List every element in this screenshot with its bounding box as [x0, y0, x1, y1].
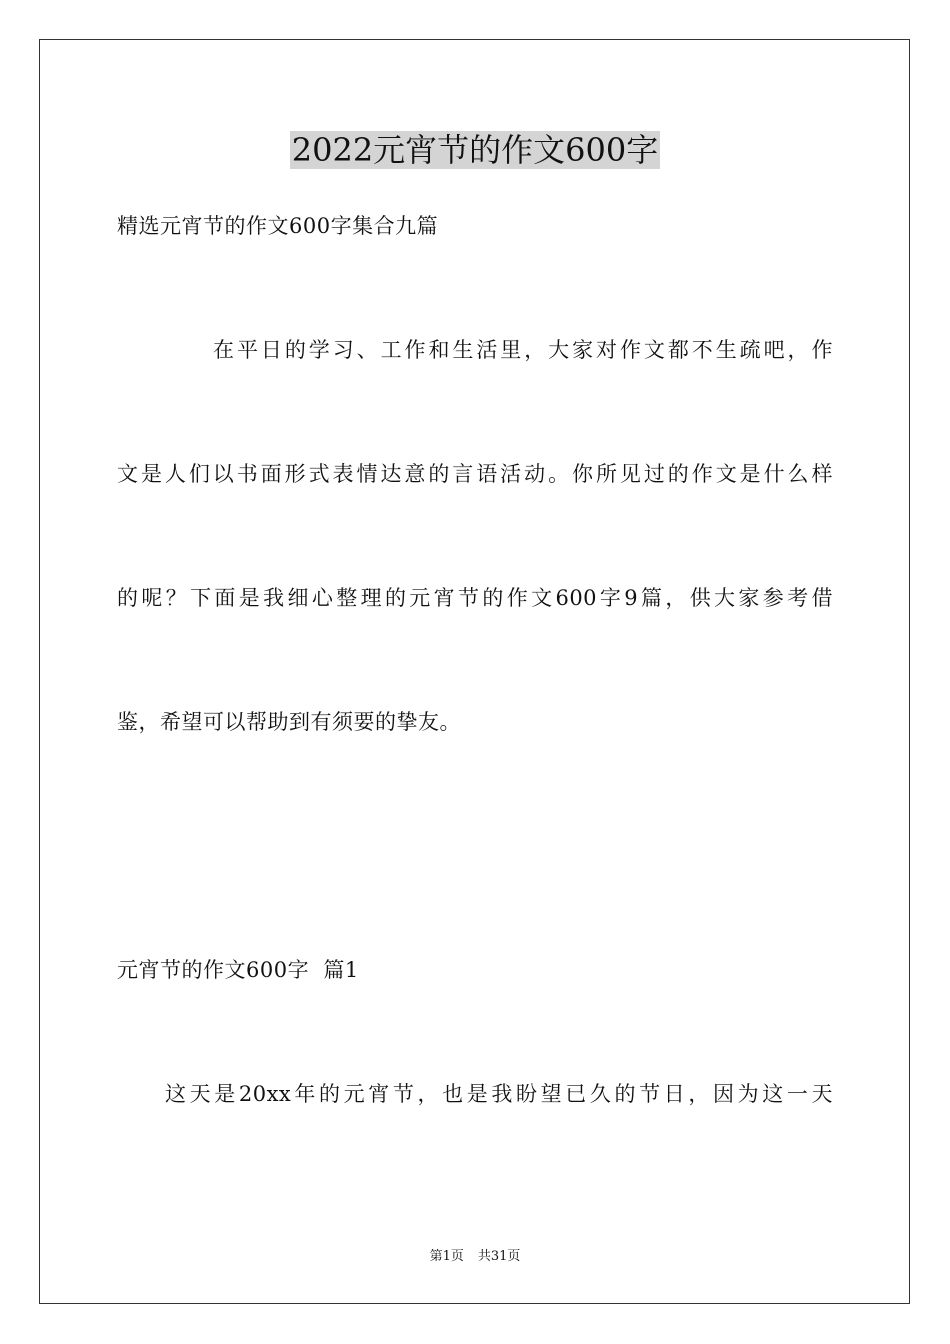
page-footer [0, 1248, 950, 1266]
intro-line-3: 的呢？下面是我细心整理的元宵节的作文600字9篇，供大家参考借 [117, 586, 833, 610]
page-total: 共31页 [477, 1249, 521, 1264]
section-heading: 元宵节的作文600字 篇1 [117, 958, 359, 982]
section-first-line: 这天是20xx年的元宵节，也是我盼望已久的节日，因为这一天 [165, 1082, 833, 1106]
intro-line-1: 在平日的学习、工作和生活里，大家对作文都不生疏吧，作 [213, 338, 833, 362]
title-text: 2022元宵节的作文600字 [291, 131, 659, 169]
intro-line-2: 文是人们以书面形式表情达意的言语活动。你所见过的作文是什么样 [117, 462, 833, 486]
subtitle: 精选元宵节的作文600字集合九篇 [117, 214, 439, 238]
intro-line-4: 鉴，希望可以帮助到有须要的挚友。 [117, 710, 461, 734]
page-current: 第1页 [429, 1249, 464, 1264]
document-title [0, 128, 950, 172]
